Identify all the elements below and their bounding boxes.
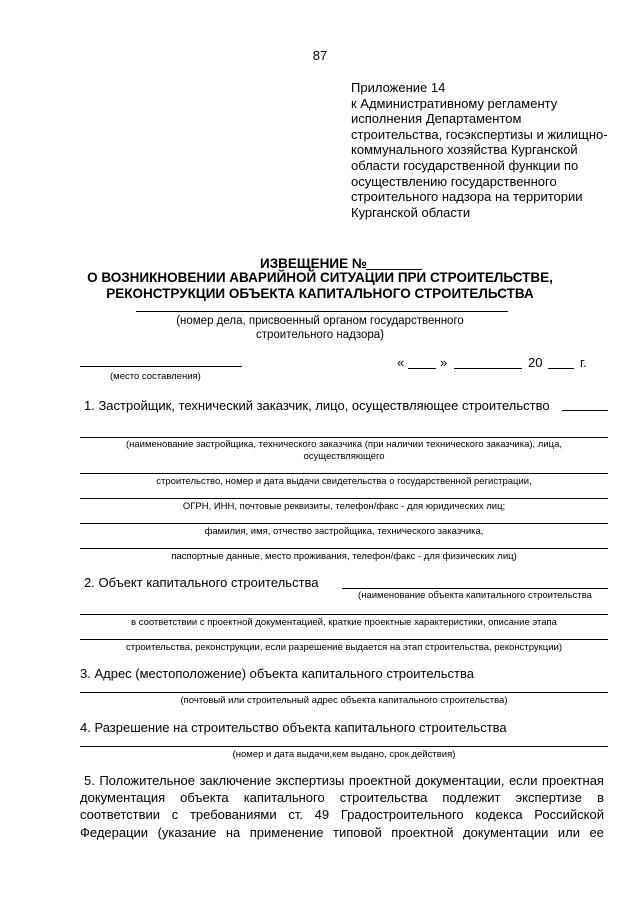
section1-line: [80, 523, 608, 524]
notice-title-line3: РЕКОНСТРУКЦИИ ОБЪЕКТА КАПИТАЛЬНОГО СТРОИТЕЛЬСТВА: [106, 286, 534, 301]
word: требованиями: [189, 807, 277, 823]
section3-line: [80, 692, 608, 693]
appendix-line: исполнения Департаментом: [351, 111, 522, 127]
place-caption: (место составления): [110, 371, 201, 382]
section1-caption: паспортные данные, место проживания, телефон/факс - для физических лиц): [171, 551, 517, 562]
word: 49: [314, 807, 330, 823]
date-year-suffix: г.: [580, 355, 587, 370]
date-open-quote: «: [397, 355, 405, 370]
section2-line: [80, 639, 608, 640]
word: ее: [589, 824, 604, 840]
word: Градостроительного: [340, 807, 464, 823]
section1-line: [562, 410, 608, 411]
word: Положительное: [99, 773, 195, 788]
section1-caption: строительство, номер и дата выдачи свидетельства о государственной регистрации,: [156, 476, 532, 487]
section2-line: [80, 614, 608, 615]
section1-caption: ОГРН, ИНН, почтовые реквизиты, телефон/факс - для юридических лиц;: [182, 501, 506, 512]
word: (указание: [157, 824, 217, 840]
date-day-line: [408, 368, 436, 369]
word: проектной: [391, 824, 454, 840]
section1-line: [80, 548, 608, 549]
page-number: 87: [312, 48, 328, 63]
appendix-line: строительства, госэкспертизы и жилищно-: [351, 126, 608, 142]
word: экспертизе: [515, 790, 582, 806]
date-month-line: [454, 368, 522, 369]
word: ст.: [288, 807, 303, 823]
appendix-line: коммунального хозяйства Курганской: [351, 142, 578, 158]
appendix-line: к Административному регламенту: [351, 95, 558, 111]
word: проектной: [348, 773, 412, 788]
word: документация: [80, 790, 166, 806]
word: 5.: [84, 773, 95, 788]
word: капитального: [243, 790, 325, 806]
section1-caption: (наименование застройщика, технического заказчика (при наличии технического заказчика), лица,: [125, 439, 563, 450]
word: объекта: [180, 790, 229, 806]
section2-caption: в соответствии с проектной документацией, краткие проектные характеристики, описание этапа: [131, 617, 557, 628]
section5-line: [80, 806, 604, 823]
word: Российской: [534, 807, 604, 823]
section2-line: [342, 588, 608, 589]
word: Федерации: [80, 824, 149, 840]
word: или: [557, 824, 580, 840]
section2-heading: 2. Объект капитального строительства: [84, 575, 319, 590]
appendix-line: осуществлению государственного: [351, 173, 557, 189]
notice-title: ИЗВЕЩЕНИЕ №: [260, 256, 367, 271]
word: на: [225, 824, 241, 840]
section4-heading: 4. Разрешение на строительство объекта капитального строительства: [80, 720, 507, 735]
section1-caption: фамилия, имя, отчество застройщика, технического заказчика,: [204, 526, 484, 537]
word: экспертизы: [275, 773, 345, 788]
appendix-line: Курганской области: [351, 204, 471, 220]
case-number-line: [136, 311, 508, 312]
section2-caption: строительства, реконструкции, если разрешение выдается на этап строительства, реконструкции): [125, 642, 563, 653]
section5-paragraph: [80, 772, 604, 841]
word: подлежит: [442, 790, 501, 806]
appendix-line: области государственной функции по: [351, 157, 579, 173]
word: соответствии: [80, 807, 161, 823]
word: применение: [249, 824, 324, 840]
place-line: [80, 366, 242, 367]
section3-heading: 3. Адрес (местоположение) объекта капитального строительства: [80, 666, 474, 681]
date-close-quote: »: [440, 355, 448, 370]
section4-line: [80, 746, 608, 747]
section5-line: [80, 789, 604, 806]
section1-line: [80, 498, 608, 499]
section1-heading: 1. Застройщик, технический заказчик, лицо, осуществляющее строительство: [84, 398, 550, 413]
word: в: [597, 790, 604, 806]
section5-line: [84, 772, 604, 789]
case-caption-line: (номер дела, присвоенный органом государственного: [176, 315, 464, 327]
date-year-line: [548, 368, 574, 369]
section2-caption: (наименование объекта капитального строительства: [358, 590, 592, 601]
appendix-line: строительного надзора на территории: [351, 189, 583, 205]
word: документации,: [415, 773, 505, 788]
word: документации: [462, 824, 549, 840]
section1-caption: осуществляющего: [303, 451, 385, 462]
word: заключение: [199, 773, 272, 788]
case-caption: [120, 314, 520, 342]
word: если: [508, 773, 538, 788]
word: типовой: [333, 824, 382, 840]
appendix-block: [351, 80, 611, 220]
word: проектная: [542, 773, 604, 788]
notice-title-line2: О ВОЗНИКНОВЕНИИ АВАРИЙНОЙ СИТУАЦИИ ПРИ СТРОИТЕЛЬСТВЕ,: [87, 270, 553, 285]
section3-caption: (почтовый или строительный адрес объекта капитального строительства): [180, 695, 508, 706]
date-year-prefix: 20: [528, 355, 543, 370]
section5-line: [80, 824, 604, 841]
appendix-line: Приложение 14: [351, 80, 446, 95]
word: с: [171, 807, 179, 823]
word: кодекса: [475, 807, 523, 823]
section1-line: [80, 437, 608, 438]
section1-line: [80, 473, 608, 474]
word: строительства: [339, 790, 428, 806]
section4-caption: (номер и дата выдачи,кем выдано, срок действия): [232, 749, 456, 760]
case-caption-line: строительного надзора): [256, 329, 384, 341]
